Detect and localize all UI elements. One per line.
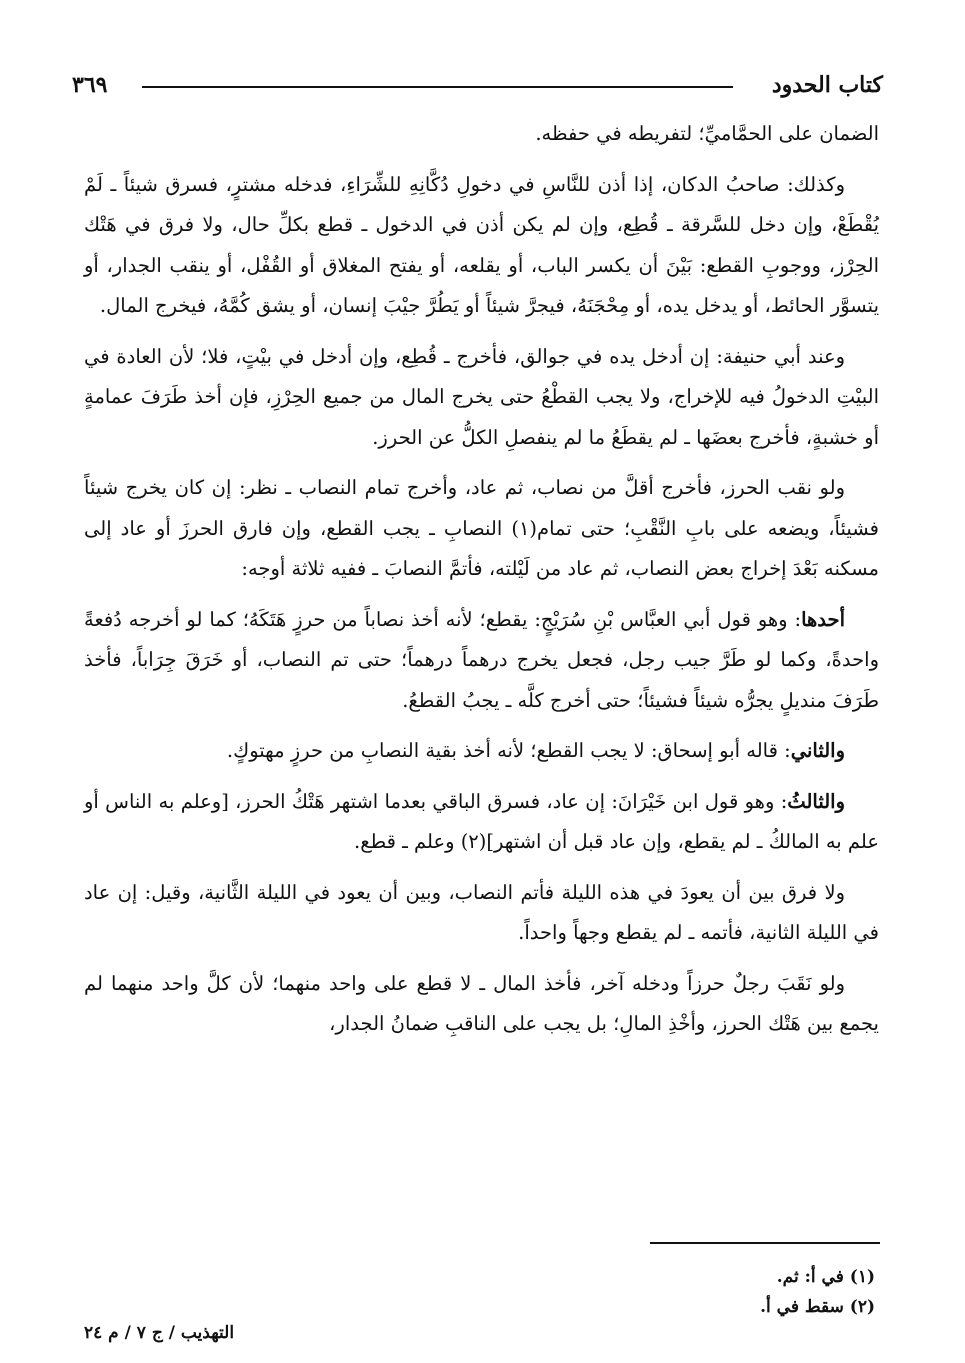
paragraph-text: : وهو قول ابن خَيْرَانَ: إن عاد، فسرق الباقي بعدما اشتهر هَتْكُ الحرز، [وعلم به الناس أو علم به المالكُ ـ لم يقطع، وإن عاد قبل أن اشتهر](٢) وعلم ـ قطع. bbox=[84, 789, 879, 853]
paragraph-text: الضمان على الحمَّاميِّ؛ لتفريطه في حفظه. bbox=[535, 122, 879, 145]
footnote: (١) في أ: ثم. bbox=[776, 1267, 875, 1287]
page-number: ٣٦٩ bbox=[72, 72, 108, 98]
paragraph-text: وكذلك: صاحبُ الدكان، إذا أذن للنَّاسِ في دخولِ دُكَّانِهِ للشِّرَاءِ، فدخله مشترٍ، فسرق شيئاً ـ لَمْ يُقْطَعْ، وإن دخل للسَّرقة ـ قُطِع، وإن لم يكن أذن في الدخول ـ قطع بكلِّ حال، ولا فرق في هَتْك الحِرْز، ووجوبِ القطع: بَيْنَ أن يكسر الباب، أو يقلعه، أو يفتح المغلاق أو القُفْل، أو ينقب الجدار، أو يتسوَّر الحائط، أو يدخل يده، أو مِحْجَنَهُ، فيجرَّ شيئاً أو يَطُرَّ جيْبَ إنسان، أو يشق كُمَّهُ، فيخرج المال. bbox=[84, 172, 879, 317]
volume-signature: التهذيب / ج ٧ / م ٢٤ bbox=[84, 1323, 235, 1343]
paragraph-text: وعند أبي حنيفة: إن أدخل يده في جوالق، فأخرج ـ قُطِع، وإن أدخل في بيْتٍ، فلا؛ لأن العادة في البيْتِ الدخولُ فيه للإخراج، ولا يجب القطْعُ حتى يخرج المال من جميع الحِرْزِ، فإن أخذ طَرَفَ عمامةٍ أو خشبةٍ، فأخرج بعضَها ـ لم يقطَعُ ما لم ينفصلِ الكلُّ عن الحرز. bbox=[84, 344, 879, 449]
header-rule bbox=[142, 86, 733, 88]
paragraph bbox=[84, 337, 879, 459]
paragraph bbox=[84, 114, 879, 155]
running-header bbox=[72, 68, 883, 102]
paragraph bbox=[84, 468, 879, 590]
paragraph-text: ولو نَقَبَ رجلٌ حرزاً ودخله آخر، فأخذ المال ـ لا قطع على واحد منهما؛ لأن كلَّ واحد منهما لم يجمع بين هَتْك الحرز، وأخْذِ المالِ؛ بل يجب على الناقبِ ضمانُ الجدار، bbox=[84, 971, 879, 1035]
paragraph-lead: والثالثُ bbox=[787, 789, 845, 813]
paragraph-lead: والثاني bbox=[790, 739, 845, 762]
paragraph-text: ولا فرق بين أن يعودَ في هذه الليلة فأتم النصاب، وبين أن يعود في الليلة الثَّانية، وقيل: إن عاد في الليلة الثانية، فأتمه ـ لم يقطع وجهاً واحداً. bbox=[84, 880, 879, 944]
paragraph bbox=[84, 782, 879, 863]
paragraph bbox=[84, 165, 879, 327]
footnote-rule bbox=[650, 1242, 880, 1244]
paragraph bbox=[84, 600, 879, 722]
footnote: (٢) سقط في أ. bbox=[760, 1297, 875, 1317]
footnotes bbox=[300, 1262, 875, 1322]
paragraph-text: : وهو قول أبي العبَّاس بْنِ سُرَيْجٍ: يقطع؛ لأنه أخذ نصاباً من حرزٍ هَتَكَهُ؛ كما لو أخرجه دُفعةً واحدةً، وكما لو طَرَّ جيب رجل، فجعل يخرج درهماً درهماً؛ حتى تم النصاب، أو خَرَقَ جِرَاباً، فأخذ طَرَفَ منديلٍ يجرُّه شيئاً فشيئاً؛ حتى أخرج كلَّه ـ يجبُ القطعُ. bbox=[84, 607, 879, 712]
chapter-title: كتاب الحدود bbox=[771, 72, 883, 98]
paragraph-text: : قاله أبو إسحاق: لا يجب القطع؛ لأنه أخذ بقية النصابِ من حرزٍ مهتوكٍ. bbox=[226, 739, 791, 762]
paragraph bbox=[84, 964, 879, 1045]
paragraph-lead: أحدها bbox=[801, 607, 845, 631]
paragraph bbox=[84, 873, 879, 954]
paragraph-text: ولو نقب الحرز، فأخرج أقلَّ من نصاب، ثم عاد، وأخرج تمام النصاب ـ نظر: إن كان يخرج شيئاً فشيئاً، ويضعه على بابِ النَّقْبِ؛ حتى تمام(١) النصابِ ـ يجب القطع، وإن فارق الحرزَ أو عاد إلى مسكنه بَعْدَ إخراج بعض النصاب، ثم عاد من لَيْلته، فأتمَّ النصابَ ـ ففيه ثلاثة أوجه: bbox=[84, 476, 879, 580]
paragraph bbox=[84, 731, 879, 772]
body-text bbox=[84, 114, 879, 1055]
